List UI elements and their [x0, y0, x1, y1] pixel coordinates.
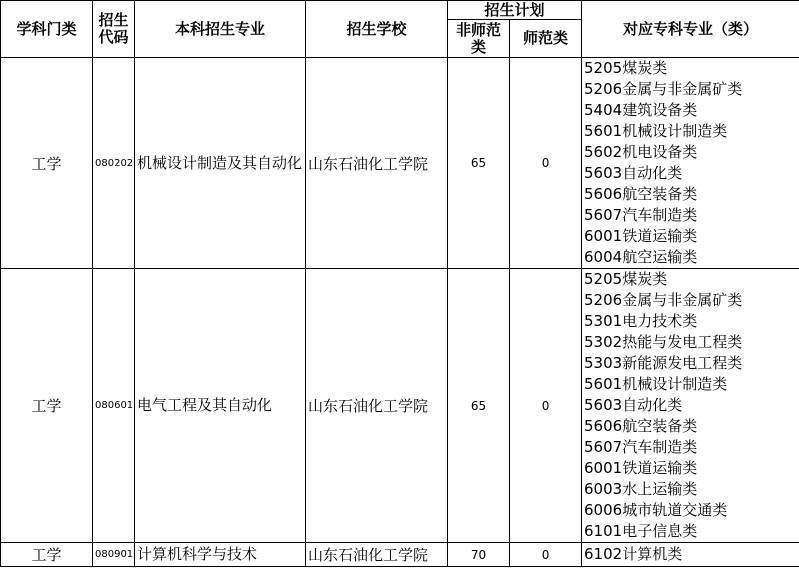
- header-vocational: 对应专科专业（类）: [582, 1, 799, 58]
- header-row-1: [1, 1, 799, 20]
- header-major: 本科招生专业: [135, 1, 306, 58]
- vocational-item: 5606航空装备类: [584, 185, 698, 203]
- header-code-text: 招生代码: [98, 11, 129, 46]
- vocational-item: 6001铁道运输类: [584, 459, 698, 477]
- header-normal: 师范类: [510, 20, 582, 58]
- row-code: 080202: [93, 58, 135, 269]
- header-non-normal: [448, 20, 510, 58]
- row-vocational-list: [582, 269, 799, 543]
- row-vocational-list: [582, 543, 799, 567]
- row-vocational-list: [582, 58, 799, 269]
- vocational-item: 5601机械设计制造类: [584, 122, 728, 140]
- vocational-item: 5607汽车制造类: [584, 438, 698, 456]
- row-category: 工学: [1, 58, 93, 269]
- vocational-item: 5606航空装备类: [584, 417, 698, 435]
- row-school: 山东石油化工学院: [306, 543, 448, 567]
- row-category: 工学: [1, 269, 93, 543]
- vocational-item: 5301电力技术类: [584, 312, 698, 330]
- row-non-normal: 65: [448, 269, 510, 543]
- vocational-item: 5607汽车制造类: [584, 206, 698, 224]
- row-non-normal: 70: [448, 543, 510, 567]
- row-normal: 0: [510, 269, 582, 543]
- row-category: 工学: [1, 543, 93, 567]
- table-row: [1, 58, 799, 269]
- row-major: 电气工程及其自动化: [135, 269, 306, 543]
- vocational-item: 5603自动化类: [584, 164, 683, 182]
- vocational-item: 5206金属与非金属矿类: [584, 291, 743, 309]
- vocational-item: 6102计算机类: [584, 545, 683, 563]
- table-row: [1, 543, 799, 567]
- row-school: 山东石油化工学院: [306, 58, 448, 269]
- vocational-item: 5603自动化类: [584, 396, 683, 414]
- row-major: 计算机科学与技术: [135, 543, 306, 567]
- vocational-item: 6101电子信息类: [584, 522, 698, 540]
- row-school: 山东石油化工学院: [306, 269, 448, 543]
- vocational-item: 6003水上运输类: [584, 480, 698, 498]
- row-code: 080901: [93, 543, 135, 567]
- vocational-item: 5302热能与发电工程类: [584, 333, 743, 351]
- vocational-item: 5602机电设备类: [584, 143, 698, 161]
- row-code: 080601: [93, 269, 135, 543]
- vocational-item: 6001铁道运输类: [584, 227, 698, 245]
- vocational-item: 6006城市轨道交通类: [584, 501, 728, 519]
- header-category: 学科门类: [1, 1, 93, 58]
- row-non-normal: 65: [448, 58, 510, 269]
- header-code: [93, 1, 135, 58]
- vocational-item: 5205煤炭类: [584, 59, 668, 77]
- vocational-item: 6004航空运输类: [584, 248, 698, 266]
- row-major: 机械设计制造及其自动化: [135, 58, 306, 269]
- vocational-item: 5404建筑设备类: [584, 101, 698, 119]
- row-normal: 0: [510, 543, 582, 567]
- row-normal: 0: [510, 58, 582, 269]
- vocational-item: 5601机械设计制造类: [584, 375, 728, 393]
- vocational-item: 5205煤炭类: [584, 270, 668, 288]
- vocational-item: 5303新能源发电工程类: [584, 354, 743, 372]
- vocational-item: 5206金属与非金属矿类: [584, 80, 743, 98]
- header-non-normal-text: 非师范类: [455, 20, 501, 56]
- header-school: 招生学校: [306, 1, 448, 58]
- header-plan: 招生计划: [448, 1, 582, 20]
- table-row: [1, 269, 799, 543]
